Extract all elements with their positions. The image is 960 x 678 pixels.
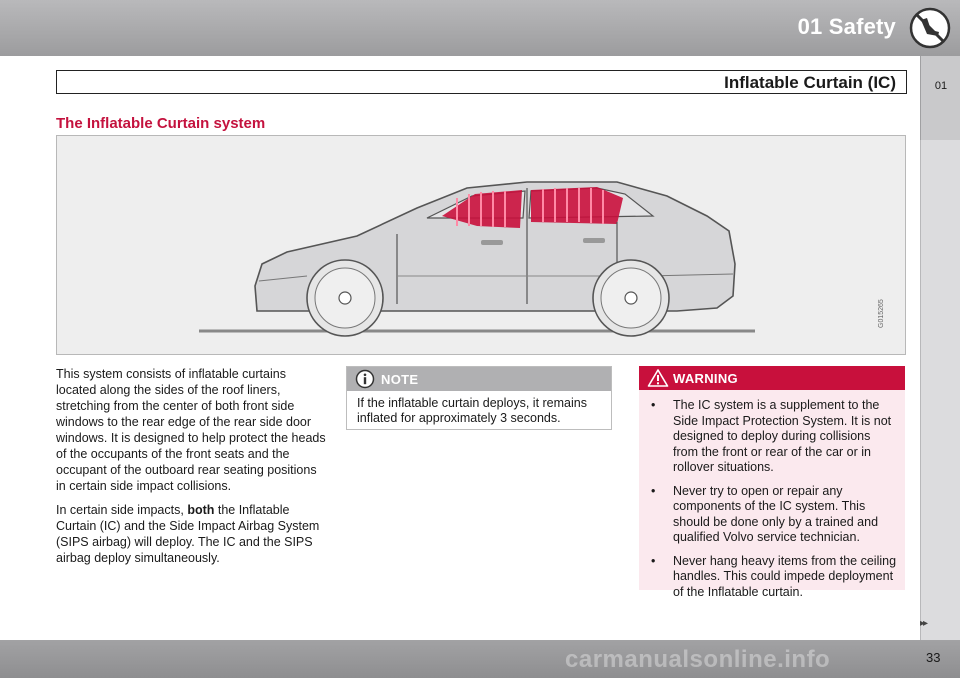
warning-header — [639, 366, 905, 390]
bullet: • — [651, 483, 656, 498]
section-header — [56, 70, 907, 94]
warning-box — [639, 366, 905, 599]
note-title: NOTE — [381, 372, 419, 387]
watermark: carmanualsonline.info — [565, 646, 831, 673]
body-paragraph-2-prefix: In certain side impacts, — [56, 503, 188, 517]
chapter-title: 01 Safety — [797, 14, 896, 39]
body-paragraph-2-bold: both — [187, 503, 215, 517]
bullet: • — [651, 398, 656, 412]
chapter-tab[interactable] — [920, 56, 960, 140]
side-strip — [920, 140, 960, 640]
warning-item-text: Never hang heavy items from the ceiling handles. This could impede deployment of the Inflatable curtain. — [673, 553, 897, 599]
no-child-seat-icon — [905, 4, 955, 52]
warning-item — [639, 484, 897, 546]
car-side-view-drawing — [57, 136, 905, 354]
note-header — [347, 367, 611, 391]
warning-item-text: Never try to open or repair any components of the IC system. This should be done only by a trained and qualified Volvo service technician. — [673, 483, 879, 544]
note-box — [346, 366, 612, 430]
bullet: • — [651, 553, 656, 568]
section-title: Inflatable Curtain (IC) — [724, 73, 896, 92]
page-number: 33 — [926, 650, 941, 665]
car-illustration — [56, 135, 906, 355]
warning-item-text: The IC system is a supplement to the Side Impact Protection System. It is not designed to deploy during collisions from the front or rear of the car or in rollover situations. — [673, 398, 892, 474]
body-paragraph-2 — [56, 502, 326, 566]
next-page-arrows[interactable]: ▸▸ — [920, 618, 927, 629]
info-icon — [355, 369, 375, 389]
page-heading: The Inflatable Curtain system — [56, 115, 266, 132]
body-paragraph-2-suffix: the Inflatable Curtain (IC) and the Side Impact Airbag System (SIPS airbag) will deploy. The IC and the SIPS airbag deploy simultaneously. — [56, 503, 320, 565]
chapter-tab-label: 01 — [934, 80, 948, 92]
note-text: If the inflatable curtain deploys, it remains inflated for approximately 3 seconds. — [357, 396, 587, 425]
warning-item — [639, 398, 897, 476]
warning-list — [639, 390, 905, 600]
body-text — [56, 366, 326, 574]
warning-triangle-icon — [647, 368, 669, 388]
body-paragraph-1: This system consists of inflatable curtains located along the sides of the roof liners, stretching from the center of both front side windows to the rear edge of the rear side door windows. It is designed to help protect the heads of the occupants of the front seats and the occupant of the outboard rear seating positions in certain side impact collisions. — [56, 367, 326, 493]
warning-item — [639, 554, 897, 601]
figure-code: G015265 — [878, 299, 885, 328]
warning-title: WARNING — [673, 371, 738, 386]
